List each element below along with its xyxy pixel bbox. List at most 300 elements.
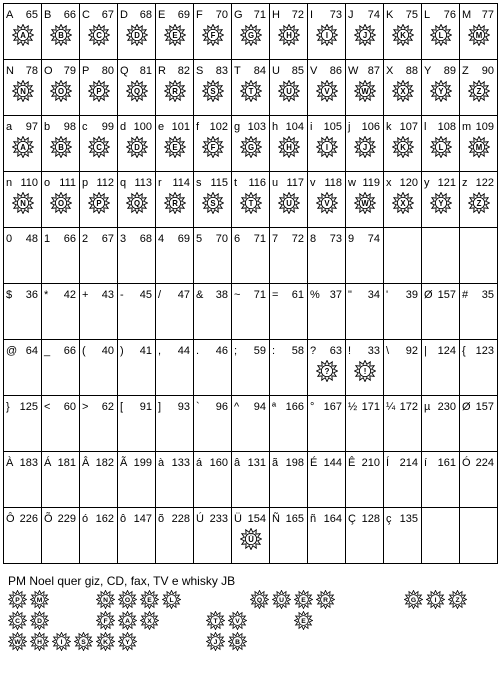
glyph-code: 36 (25, 289, 38, 301)
glyph-label (156, 228, 193, 245)
glyph-code: 135 (399, 513, 418, 525)
glyph-label (460, 396, 497, 413)
glyph-char: ª (272, 401, 277, 413)
glyph-cell (194, 396, 232, 452)
glyph-cell (384, 452, 422, 508)
glyph-preview (126, 192, 148, 214)
sun-glyph-icon (228, 632, 247, 651)
glyph-cell (118, 508, 156, 564)
glyph-code: 167 (323, 401, 342, 413)
glyph-code: 154 (247, 513, 266, 525)
glyph-label (232, 452, 269, 469)
sun-glyph-icon (426, 590, 445, 609)
glyph-preview (316, 24, 338, 46)
svg-text:F: F (103, 618, 108, 626)
svg-text:C: C (15, 618, 20, 626)
glyph-code: 88 (405, 65, 418, 77)
svg-text:U: U (286, 198, 292, 208)
glyph-cell (4, 4, 42, 60)
glyph-char: i (310, 121, 313, 133)
glyph-label (460, 340, 497, 357)
glyph-preview (354, 192, 376, 214)
glyph-char: } (6, 401, 10, 413)
glyph-code: 91 (139, 401, 152, 413)
glyph-label (270, 284, 307, 301)
svg-text:L: L (438, 142, 444, 152)
glyph-code: 62 (101, 401, 114, 413)
glyph-cell (460, 116, 498, 172)
sun-glyph-icon (354, 24, 376, 46)
glyph-code: 123 (475, 345, 494, 357)
glyph-char: & (196, 289, 204, 301)
sun-glyph-icon (316, 80, 338, 102)
glyph-code: 63 (329, 345, 342, 357)
glyph-code: 69 (177, 233, 190, 245)
glyph-char: B (44, 9, 52, 21)
glyph-cell (194, 340, 232, 396)
sun-glyph-icon (468, 136, 490, 158)
glyph-code: 47 (177, 289, 190, 301)
glyph-code: 66 (63, 233, 76, 245)
glyph-code: 230 (437, 401, 456, 413)
glyph-label (308, 452, 345, 469)
glyph-char: u (272, 177, 279, 189)
glyph-cell (270, 340, 308, 396)
glyph-char: 6 (234, 233, 241, 245)
glyph-char: ô (120, 513, 127, 525)
sun-glyph-icon (12, 24, 34, 46)
glyph-code: 68 (139, 9, 152, 21)
glyph-char: 2 (82, 233, 89, 245)
glyph-preview (316, 80, 338, 102)
svg-text:!: ! (363, 366, 367, 376)
glyph-cell (156, 116, 194, 172)
glyph-char: Ó (462, 457, 471, 469)
glyph-char: ! (348, 345, 352, 357)
glyph-cell (80, 172, 118, 228)
glyph-label (118, 172, 155, 189)
glyph-char: a (6, 121, 13, 133)
svg-text:M: M (475, 30, 483, 40)
glyph-code: 83 (215, 65, 228, 77)
glyph-label (118, 4, 155, 21)
glyph-code: 182 (95, 457, 114, 469)
glyph-char: K (386, 9, 394, 21)
glyph-label (460, 172, 497, 189)
glyph-label (232, 284, 269, 301)
sun-glyph-icon (392, 136, 414, 158)
glyph-char: ã (272, 457, 279, 469)
glyph-char: @ (6, 345, 18, 357)
svg-text:X: X (400, 198, 406, 208)
glyph-cell (460, 60, 498, 116)
glyph-code: 48 (25, 233, 38, 245)
svg-text:X: X (400, 86, 406, 96)
grid-row (4, 116, 498, 172)
sun-glyph-icon (12, 136, 34, 158)
sun-glyph-icon (126, 136, 148, 158)
glyph-char: t (234, 177, 238, 189)
glyph-code: 65 (25, 9, 38, 21)
glyph-cell (232, 60, 270, 116)
glyph-label (118, 340, 155, 357)
glyph-label (422, 172, 459, 189)
glyph-char: D (120, 9, 128, 21)
glyph-preview (278, 24, 300, 46)
glyph-label (384, 116, 421, 133)
sun-glyph-icon (392, 192, 414, 214)
svg-text:C: C (96, 142, 102, 152)
sun-glyph-icon (202, 192, 224, 214)
glyph-code: 198 (285, 457, 304, 469)
glyph-char: ( (82, 345, 86, 357)
glyph-label (156, 396, 193, 413)
glyph-label (80, 4, 117, 21)
glyph-preview (50, 80, 72, 102)
sun-glyph-icon (206, 611, 225, 630)
glyph-code: 64 (25, 345, 38, 357)
sun-glyph-icon (30, 632, 49, 651)
glyph-label (194, 396, 231, 413)
glyph-preview (164, 136, 186, 158)
glyph-cell (270, 116, 308, 172)
sun-glyph-icon (468, 192, 490, 214)
glyph-cell (270, 172, 308, 228)
glyph-char: À (6, 457, 14, 469)
glyph-label (42, 508, 79, 525)
sun-glyph-icon (278, 80, 300, 102)
grid-row (4, 228, 498, 284)
glyph-label (308, 116, 345, 133)
glyph-code: 165 (285, 513, 304, 525)
glyph-char: Ø (462, 401, 471, 413)
glyph-char: V (310, 65, 318, 77)
glyph-cell (384, 116, 422, 172)
empty-cell (460, 508, 498, 564)
sun-glyph-icon (278, 192, 300, 214)
glyph-preview (468, 80, 490, 102)
glyph-label (80, 396, 117, 413)
glyph-char: $ (6, 289, 13, 301)
glyph-cell (156, 396, 194, 452)
grid-row (4, 452, 498, 508)
sun-glyph-icon (140, 611, 159, 630)
glyph-label (346, 116, 383, 133)
glyph-cell (4, 508, 42, 564)
glyph-label (80, 340, 117, 357)
sun-glyph-icon (354, 80, 376, 102)
glyph-cell (346, 508, 384, 564)
glyph-label (346, 60, 383, 77)
glyph-label (156, 116, 193, 133)
glyph-preview (164, 24, 186, 46)
sun-glyph-icon (206, 632, 225, 651)
sun-glyph-icon (430, 80, 452, 102)
glyph-char: M (462, 9, 472, 21)
glyph-code: 171 (361, 401, 380, 413)
sample-sentence: PM Noel quer giz, CD, fax, TV e whisky JB (8, 574, 236, 588)
sun-glyph-icon (202, 24, 224, 46)
glyph-code: 70 (215, 9, 228, 21)
glyph-code: 67 (101, 233, 114, 245)
svg-text:W: W (14, 639, 21, 647)
svg-text:Z: Z (476, 198, 482, 208)
glyph-code: 39 (405, 289, 418, 301)
glyph-cell (270, 228, 308, 284)
glyph-char: µ (424, 401, 431, 413)
svg-text:G: G (247, 30, 255, 40)
glyph-cell (308, 508, 346, 564)
svg-text:F: F (210, 142, 216, 152)
glyph-label (346, 508, 383, 525)
glyph-cell (4, 60, 42, 116)
glyph-code: 90 (481, 65, 494, 77)
glyph-char: j (348, 121, 351, 133)
glyph-code: 77 (481, 9, 494, 21)
glyph-cell (384, 284, 422, 340)
glyph-label (118, 116, 155, 133)
grid-row (4, 508, 498, 564)
glyph-cell (308, 4, 346, 60)
glyph-preview (12, 80, 34, 102)
sun-glyph-icon (12, 192, 34, 214)
glyph-code: 74 (367, 233, 380, 245)
svg-text:I: I (325, 30, 329, 40)
glyph-cell (194, 228, 232, 284)
glyph-label (270, 396, 307, 413)
glyph-preview (50, 136, 72, 158)
sun-glyph-icon (30, 590, 49, 609)
svg-text:Y: Y (438, 86, 444, 96)
glyph-cell (232, 508, 270, 564)
glyph-code: 71 (253, 9, 266, 21)
glyph-cell (156, 228, 194, 284)
glyph-char: ] (158, 401, 162, 413)
glyph-cell (460, 340, 498, 396)
glyph-cell (118, 284, 156, 340)
glyph-cell (80, 4, 118, 60)
glyph-cell (384, 508, 422, 564)
glyph-code: 46 (215, 345, 228, 357)
glyph-code: 102 (209, 121, 228, 133)
glyph-preview (430, 80, 452, 102)
glyph-preview (164, 80, 186, 102)
glyph-code: 162 (95, 513, 114, 525)
glyph-char: > (82, 401, 89, 413)
glyph-label (194, 284, 231, 301)
glyph-char: 3 (120, 233, 127, 245)
glyph-char: \ (386, 345, 390, 357)
svg-text:I: I (325, 142, 329, 152)
glyph-code: 33 (367, 345, 380, 357)
svg-text:U: U (279, 597, 284, 605)
svg-text:N: N (103, 597, 108, 605)
glyph-code: 73 (329, 9, 342, 21)
glyph-cell (346, 116, 384, 172)
glyph-char: 0 (6, 233, 13, 245)
glyph-label (384, 452, 421, 469)
svg-text:Z: Z (455, 597, 460, 605)
glyph-char: Ô (6, 513, 15, 525)
glyph-code: 112 (96, 177, 114, 189)
glyph-char: Ú (196, 513, 204, 525)
glyph-label (4, 172, 41, 189)
glyph-char: Z (462, 65, 469, 77)
sun-glyph-icon (50, 24, 72, 46)
glyph-label (346, 396, 383, 413)
glyph-char: p (82, 177, 89, 189)
glyph-code: 38 (215, 289, 228, 301)
sun-glyph-icon (278, 136, 300, 158)
svg-text:I: I (60, 639, 63, 647)
glyph-char: v (310, 177, 316, 189)
glyph-code: 85 (291, 65, 304, 77)
glyph-cell (232, 172, 270, 228)
svg-text:R: R (323, 597, 328, 605)
glyph-cell (42, 452, 80, 508)
glyph-char: F (196, 9, 203, 21)
glyph-char: l (424, 121, 427, 133)
glyph-preview (278, 136, 300, 158)
glyph-char: Ø (424, 289, 433, 301)
svg-text:W: W (361, 86, 369, 96)
glyph-code: 115 (210, 177, 228, 189)
glyph-label (4, 340, 41, 357)
glyph-label (346, 452, 383, 469)
glyph-label (270, 116, 307, 133)
glyph-label (422, 284, 459, 301)
sun-glyph-icon (316, 136, 338, 158)
sun-glyph-icon (316, 360, 338, 382)
glyph-label (460, 452, 497, 469)
glyph-cell (42, 4, 80, 60)
sun-glyph-icon (202, 80, 224, 102)
glyph-char: R (158, 65, 166, 77)
glyph-label (270, 172, 307, 189)
glyph-cell (194, 284, 232, 340)
glyph-cell (80, 116, 118, 172)
svg-text:A: A (125, 618, 130, 626)
glyph-label (4, 4, 41, 21)
glyph-label (346, 228, 383, 245)
glyph-char: 7 (272, 233, 279, 245)
glyph-cell (118, 172, 156, 228)
svg-text:K: K (400, 30, 406, 40)
glyph-preview (202, 24, 224, 46)
glyph-cell (346, 60, 384, 116)
glyph-code: 118 (324, 177, 342, 189)
glyph-preview (240, 192, 262, 214)
glyph-preview (316, 136, 338, 158)
glyph-char: W (348, 65, 359, 77)
glyph-char: < (44, 401, 51, 413)
sun-glyph-icon (8, 611, 27, 630)
glyph-cell (346, 228, 384, 284)
glyph-code: 67 (101, 9, 114, 21)
sun-glyph-icon (392, 24, 414, 46)
sun-glyph-icon (240, 528, 262, 550)
glyph-code: 70 (215, 233, 228, 245)
glyph-cell (80, 396, 118, 452)
glyph-char: q (120, 177, 127, 189)
glyph-code: 71 (253, 289, 266, 301)
glyph-label (232, 340, 269, 357)
svg-text:?: ? (324, 366, 330, 376)
glyph-code: 199 (133, 457, 152, 469)
glyph-preview (88, 24, 110, 46)
sun-glyph-icon (430, 24, 452, 46)
glyph-code: 44 (177, 345, 190, 357)
svg-text:E: E (172, 142, 178, 152)
glyph-char: Õ (44, 513, 53, 525)
sun-glyph-icon (404, 590, 423, 609)
svg-text:P: P (96, 198, 102, 208)
sun-glyph-icon (118, 611, 137, 630)
glyph-preview (88, 136, 110, 158)
glyph-cell (156, 508, 194, 564)
glyph-code: 103 (247, 121, 266, 133)
glyph-code: 42 (63, 289, 76, 301)
glyph-preview (126, 80, 148, 102)
glyph-preview (50, 192, 72, 214)
svg-text:L: L (438, 30, 444, 40)
glyph-char: c (82, 121, 88, 133)
glyph-label (194, 452, 231, 469)
glyph-label (194, 60, 231, 77)
sun-glyph-icon (164, 192, 186, 214)
sun-glyph-icon (50, 80, 72, 102)
glyph-char: ^ (234, 401, 240, 413)
glyph-label (4, 60, 41, 77)
glyph-cell (460, 284, 498, 340)
glyph-code: 68 (139, 233, 152, 245)
svg-text:G: G (410, 597, 417, 605)
glyph-label (118, 60, 155, 77)
glyph-char: S (196, 65, 204, 77)
sun-glyph-icon (392, 80, 414, 102)
sun-glyph-icon (228, 611, 247, 630)
glyph-cell (156, 452, 194, 508)
glyph-char: U (272, 65, 280, 77)
svg-text:J: J (362, 30, 368, 40)
glyph-code: 45 (139, 289, 152, 301)
sun-glyph-icon (140, 590, 159, 609)
glyph-cell (156, 4, 194, 60)
glyph-code: 79 (63, 65, 76, 77)
glyph-code: 72 (291, 9, 304, 21)
glyph-label (460, 116, 497, 133)
glyph-cell (460, 172, 498, 228)
sun-glyph-icon (164, 136, 186, 158)
svg-text:W: W (361, 198, 369, 208)
svg-text:S: S (81, 639, 86, 647)
sun-glyph-icon (448, 590, 467, 609)
svg-text:Ü: Ü (248, 534, 254, 544)
svg-text:Z: Z (476, 86, 482, 96)
svg-text:J: J (362, 142, 368, 152)
glyph-cell (384, 340, 422, 396)
glyph-char: í (424, 457, 428, 469)
glyph-code: 107 (399, 121, 418, 133)
glyph-cell (4, 284, 42, 340)
glyph-cell (308, 396, 346, 452)
glyph-code: 144 (323, 457, 342, 469)
glyph-preview (392, 80, 414, 102)
glyph-label (80, 116, 117, 133)
glyph-preview (392, 136, 414, 158)
sun-glyph-icon (118, 590, 137, 609)
glyph-label (118, 396, 155, 413)
